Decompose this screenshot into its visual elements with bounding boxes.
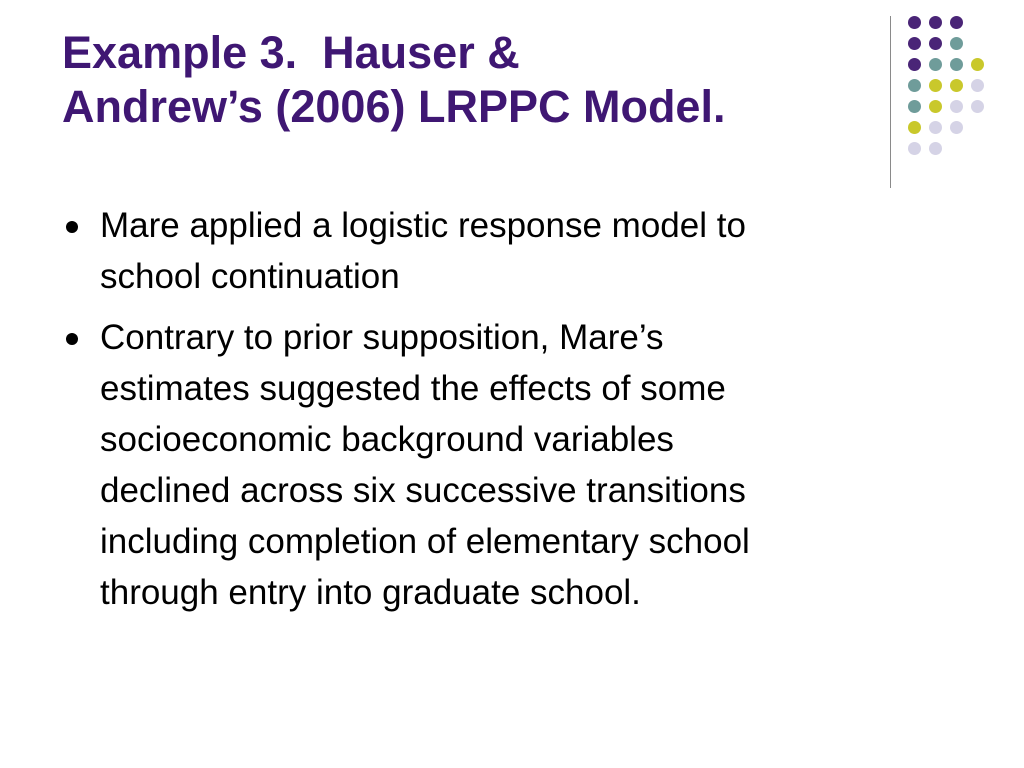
bullet-line: through entry into graduate school. xyxy=(100,573,641,612)
lavender-dot-icon xyxy=(950,100,963,113)
purple-dot-icon xyxy=(908,58,921,71)
title-divider xyxy=(890,16,891,188)
bullet-text xyxy=(100,312,902,618)
bullet-line: school continuation xyxy=(100,257,400,296)
purple-dot-icon xyxy=(929,37,942,50)
olive-dot-icon xyxy=(908,121,921,134)
bullet-text xyxy=(100,200,902,302)
purple-dot-icon xyxy=(950,16,963,29)
lavender-dot-icon xyxy=(929,142,942,155)
decorative-dot-pattern xyxy=(908,16,1020,166)
lavender-dot-icon xyxy=(971,79,984,92)
title-line: Andrew’s (2006) LRPPC Model. xyxy=(62,81,726,132)
teal-dot-icon xyxy=(950,58,963,71)
bullet-line: estimates suggested the effects of some xyxy=(100,369,726,408)
lavender-dot-icon xyxy=(908,142,921,155)
purple-dot-icon xyxy=(929,16,942,29)
slide-title xyxy=(62,26,882,134)
teal-dot-icon xyxy=(950,37,963,50)
teal-dot-icon xyxy=(908,79,921,92)
bullet-list xyxy=(62,200,902,628)
bullet-line: Contrary to prior supposition, Mare’s xyxy=(100,318,664,357)
lavender-dot-icon xyxy=(950,121,963,134)
teal-dot-icon xyxy=(908,100,921,113)
purple-dot-icon xyxy=(908,37,921,50)
bullet-line: Mare applied a logistic response model to xyxy=(100,206,746,245)
bullet-dot-icon xyxy=(66,221,78,233)
olive-dot-icon xyxy=(929,79,942,92)
olive-dot-icon xyxy=(929,100,942,113)
bullet-item xyxy=(62,312,902,618)
olive-dot-icon xyxy=(971,58,984,71)
purple-dot-icon xyxy=(908,16,921,29)
title-line: Example 3. Hauser & xyxy=(62,27,520,78)
bullet-line: including completion of elementary school xyxy=(100,522,750,561)
bullet-line: declined across six successive transitions xyxy=(100,471,746,510)
teal-dot-icon xyxy=(929,58,942,71)
lavender-dot-icon xyxy=(971,100,984,113)
bullet-item xyxy=(62,200,902,302)
bullet-dot-icon xyxy=(66,333,78,345)
bullet-line: socioeconomic background variables xyxy=(100,420,674,459)
olive-dot-icon xyxy=(950,79,963,92)
lavender-dot-icon xyxy=(929,121,942,134)
